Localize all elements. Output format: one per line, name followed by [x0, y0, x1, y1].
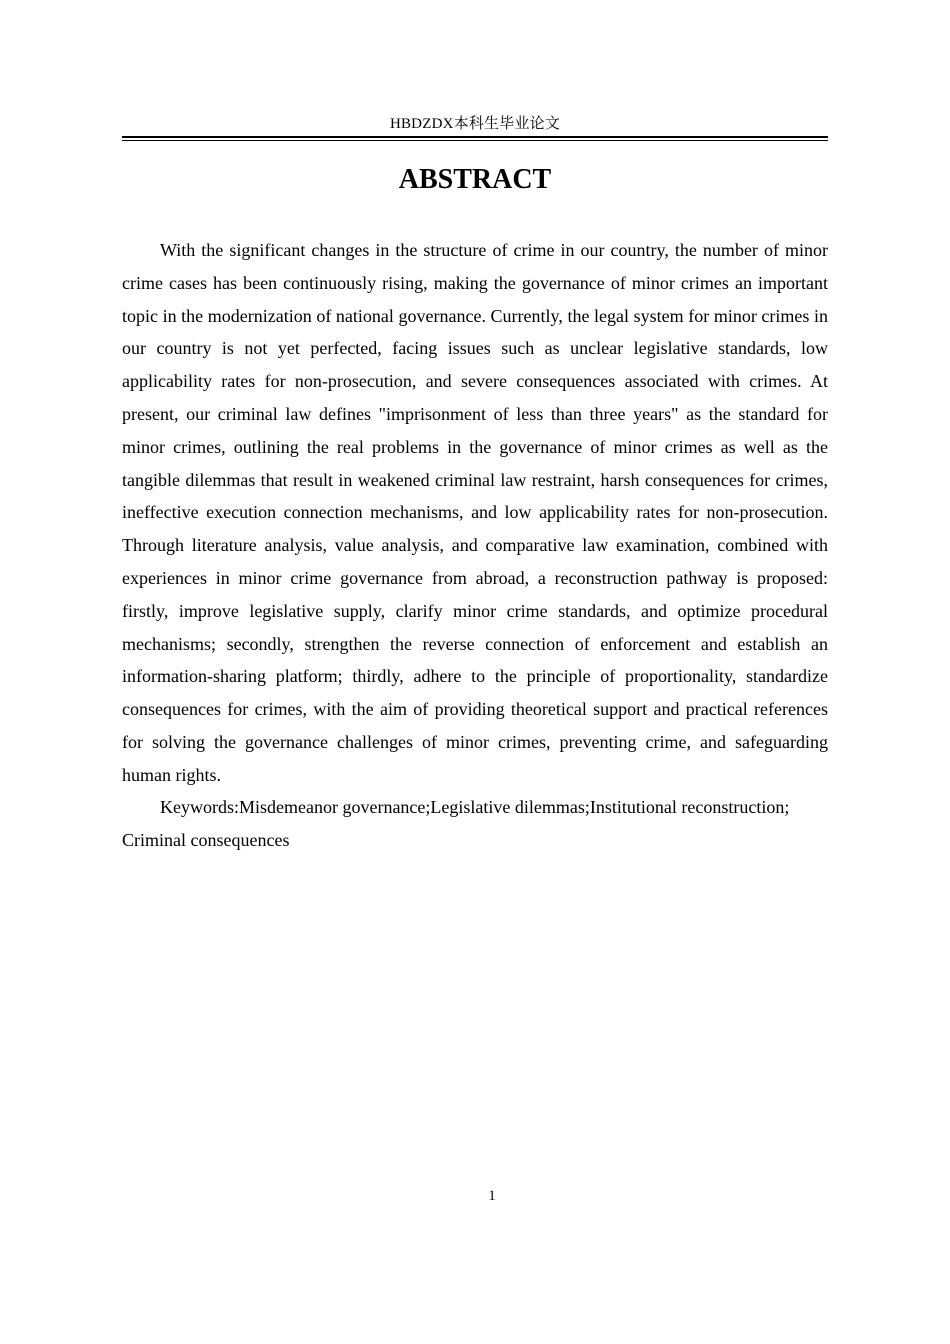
- header-double-rule: [122, 136, 828, 141]
- keywords-line: Keywords:Misdemeanor governance;Legislative dilemmas;Institutional reconstruction; Criminal consequences: [122, 797, 790, 850]
- abstract-title: ABSTRACT: [398, 164, 552, 195]
- abstract-paragraph: With the significant changes in the structure of crime in our country, the number of minor crime cases has been continuously rising, making the governance of minor crimes an important topic in the modernization of national governance. Currently, the legal system for minor crimes in our country is not yet perfected, facing issues such as unclear legislative standards, low applicability rates for non-prosecution, and severe consequences associated with crimes. At present, our criminal law defines "imprisonment of less than three years" as the standard for minor crimes, outlining the real problems in the governance of minor crimes as well as the tangible dilemmas that result in weakened criminal law restraint, harsh consequences for crimes, ineffective execution connection mechanisms, and low applicability rates for non-prosecution. Through literature analysis, value analysis, and comparative law examination, combined with experiences in minor crime governance from abroad, a reconstruction pathway is proposed: firstly, improve legislative supply, clarify minor crime standards, and optimize procedural mechanisms; secondly, strengthen the reverse connection of enforcement and establish an information-sharing platform; thirdly, adhere to the principle of proportionality, standardize consequences for crimes, with the aim of providing theoretical support and practical references for solving the governance challenges of minor crimes, preventing crime, and safeguarding human rights.: [122, 240, 828, 785]
- page-number: 1: [488, 1188, 496, 1204]
- running-header: HBDZDX本科生毕业论文: [389, 116, 561, 132]
